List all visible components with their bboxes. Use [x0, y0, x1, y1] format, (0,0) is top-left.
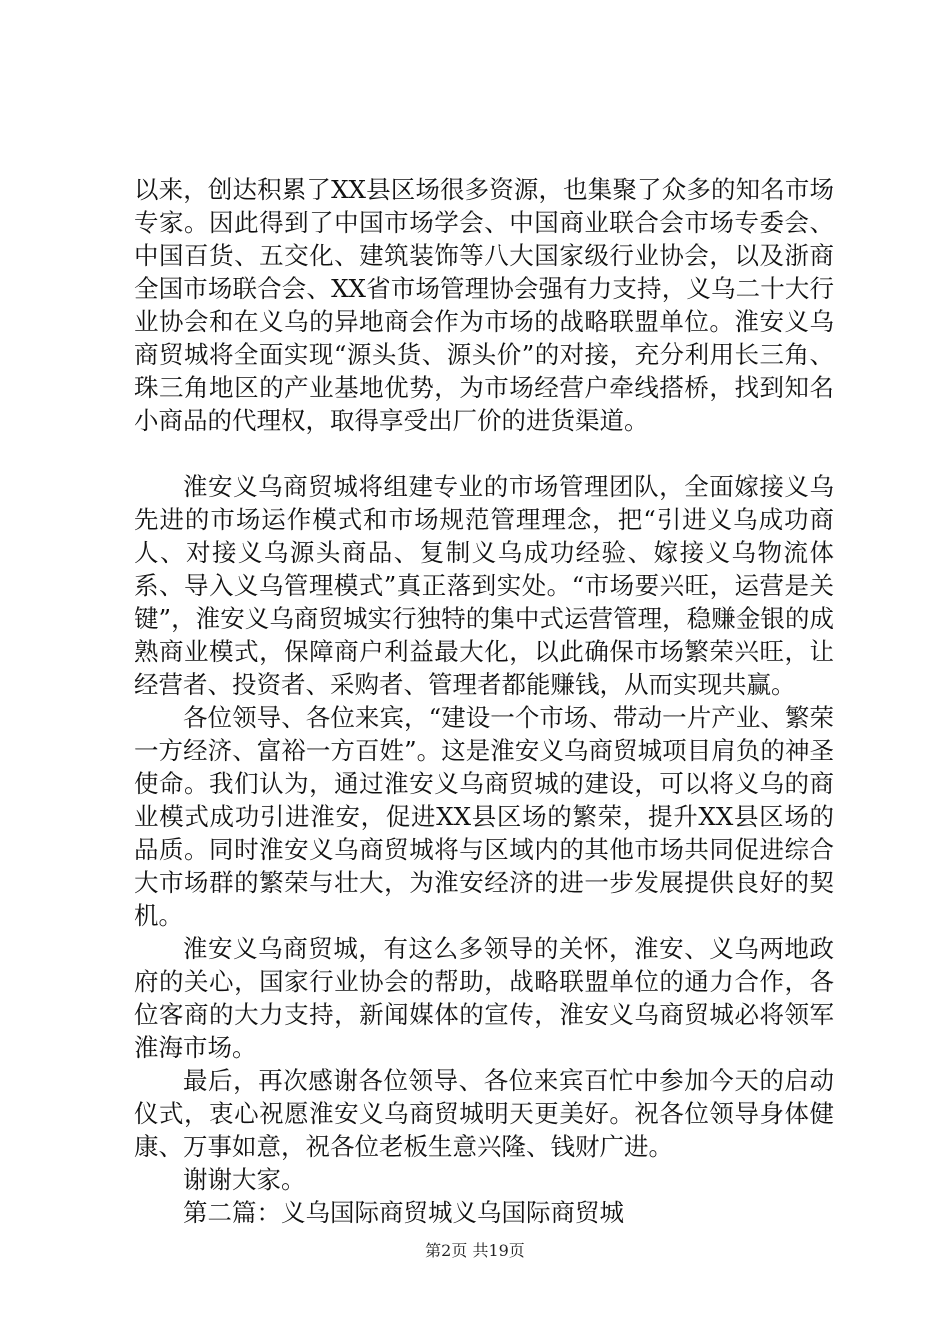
- paragraph-continued: 以来，创达积累了XX县区场很多资源，也集聚了众多的知名市场专家。因此得到了中国市场学会、中国商业联合会市场专委会、中国百货、五交化、建筑装饰等八大国家级行业协会，以及浙商全国市场联合会、XX省市场管理协会强有力支持，义乌二十大行业协会和在义乌的异地商会作为市场的战略联盟单位。淮安义乌商贸城将全面实现“源头货、源头价”的对接，充分利用长三角、珠三角地区的产业基地优势，为市场经营户牵线搭桥，找到知名小商品的代理权，取得享受出厂价的进货渠道。: [134, 175, 834, 435]
- paragraph-closing-thanks: 最后，再次感谢各位领导、各位来宾百忙中参加今天的启动仪式，衷心祝愿淮安义乌商贸城明天更美好。祝各位领导身体健康、万事如意，祝各位老板生意兴隆、钱财广进。: [134, 1066, 834, 1161]
- paragraph-mission: 各位领导、各位来宾，“建设一个市场、带动一片产业、繁荣一方经济、富裕一方百姓”。这是淮安义乌商贸城项目肩负的神圣使命。我们认为，通过淮安义乌商贸城的建设，可以将义乌的商业模式成功引进淮安，促进XX县区场的繁荣，提升XX县区场的品质。同时淮安义乌商贸城将与区域内的其他市场共同促进综合大市场群的繁荣与壮大，为淮安经济的进一步发展提供良好的契机。: [134, 703, 834, 930]
- section-heading-part-two: 第二篇：义乌国际商贸城义乌国际商贸城: [183, 1198, 624, 1227]
- document-body: [134, 173, 834, 1229]
- paragraph-thank-you: 谢谢大家。: [183, 1165, 306, 1194]
- page-number-footer: 第2页 共19页: [425, 1241, 525, 1260]
- paragraph-support: 淮安义乌商贸城，有这么多领导的关怀，淮安、义乌两地政府的关心，国家行业协会的帮助，战略联盟单位的通力合作，各位客商的大力支持，新闻媒体的宣传，淮安义乌商贸城必将领军淮海市场。: [134, 934, 834, 1062]
- paragraph-management-team: 淮安义乌商贸城将组建专业的市场管理团队，全面嫁接义乌先进的市场运作模式和市场规范管理理念，把“引进义乌成功商人、对接义乌源头商品、复制义乌成功经验、嫁接义乌物流体系、导入义乌管理模式”真正落到实处。“市场要兴旺，运营是关键”，淮安义乌商贸城实行独特的集中式运营管理，稳赚金银的成熟商业模式，保障商户利益最大化，以此确保市场繁荣兴旺，让经营者、投资者、采购者、管理者都能赚钱，从而实现共赢。: [134, 472, 834, 699]
